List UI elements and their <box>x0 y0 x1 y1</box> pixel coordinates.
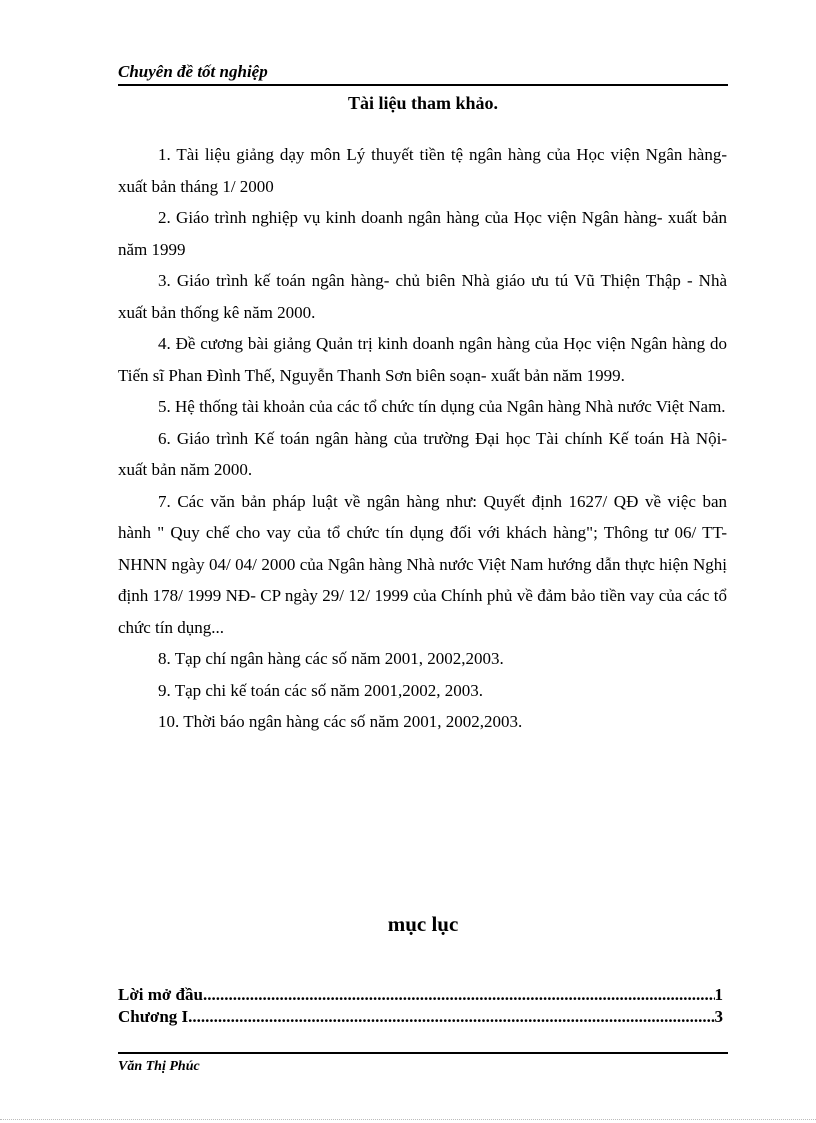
reference-item: 6. Giáo trình Kế toán ngân hàng của trường Đại học Tài chính Kế toán Hà Nội- xuất bản năm 2000. <box>118 428 727 479</box>
reference-item: 7. Các văn bản pháp luật về ngân hàng như: Quyết định 1627/ QĐ về việc ban hành " Quy chế cho vay của tổ chức tín dụng đối với khách hàng"; Thông tư 06/ TT-NHNN ngày 04/ 04/ 2000 của Ngân hàng Nhà nước Việt Nam hướng dẫn thực hiện Nghị định 178/ 1999 NĐ- CP ngày 29/ 12/ 1999 của Chính phủ về đảm bảo tiền vay của các tổ chức tín dụng... <box>118 491 727 637</box>
page-header <box>118 60 728 86</box>
reference-item: 4. Đề cương bài giảng Quản trị kinh doanh ngân hàng của Học viện Ngân hàng do Tiến sĩ Phan Đình Thế, Nguyễn Thanh Sơn biên soạn- xuất bản năm 1999. <box>118 334 727 385</box>
footer-author: Văn Thị Phúc <box>118 1059 200 1074</box>
references-list <box>118 139 727 738</box>
references-title: Tài liệu tham khảo. <box>347 93 499 113</box>
reference-item: 10. Thời báo ngân hàng các số năm 2001, 2002,2003. <box>158 712 523 731</box>
toc-leader-dots <box>207 984 714 1006</box>
toc-title: mục lục <box>387 912 459 936</box>
table-of-contents <box>118 984 723 1028</box>
toc-entry-label: Chương I <box>118 1007 189 1026</box>
toc-entry-page: 3 <box>714 1007 723 1026</box>
page-edge <box>0 1119 816 1120</box>
reference-item: 2. Giáo trình nghiệp vụ kinh doanh ngân hàng của Học viện Ngân hàng- xuất bản năm 1999 <box>118 208 727 259</box>
reference-item: 3. Giáo trình kế toán ngân hàng- chủ biên Nhà giáo ưu tú Vũ Thiện Thập - Nhà xuất bản thống kê năm 2000. <box>118 271 727 322</box>
reference-item: 1. Tài liệu giảng dạy môn Lý thuyết tiền tệ ngân hàng của Học viện Ngân hàng- xuất bản tháng 1/ 2000 <box>118 145 727 196</box>
reference-item: 5. Hệ thống tài khoản của các tổ chức tín dụng của Ngân hàng Nhà nước Việt Nam. <box>158 397 726 416</box>
header-title: Chuyên đề tốt nghiệp <box>118 62 268 81</box>
toc-entry[interactable] <box>118 1006 723 1028</box>
reference-item: 9. Tạp chi kế toán các số năm 2001,2002, 2003. <box>158 680 483 700</box>
toc-entry-page: 1 <box>714 985 723 1004</box>
reference-item: 8. Tạp chí ngân hàng các số năm 2001, 2002,2003. <box>158 649 504 668</box>
toc-entry[interactable] <box>118 984 723 1006</box>
toc-leader-dots <box>188 1006 714 1028</box>
footer-divider <box>118 1052 728 1054</box>
toc-entry-label: Lời mở đầu. <box>118 985 208 1004</box>
